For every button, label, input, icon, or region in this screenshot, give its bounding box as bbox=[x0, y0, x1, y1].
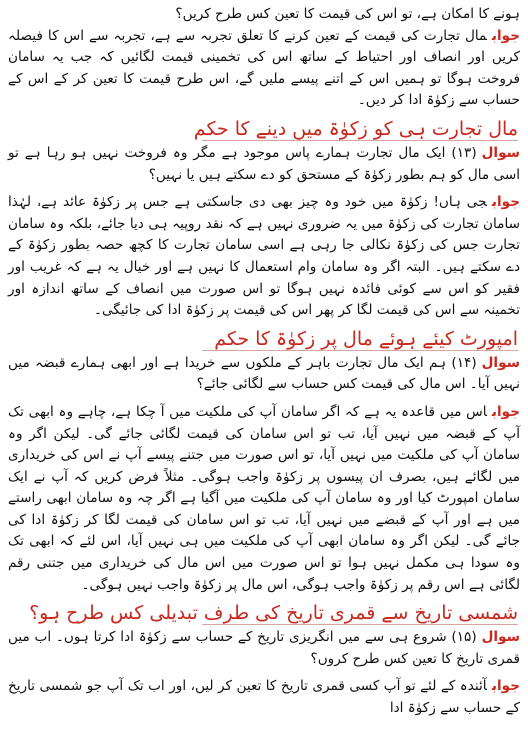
question-label: سوال bbox=[481, 354, 520, 371]
answer-label: جواب bbox=[491, 403, 520, 420]
question-text: (۱۵) شروع ہی سے میں انگریزی تاریخ کے حساب سے زکوٰۃ ادا کرتا ہوں۔ اب میں قمری تاریخ کا تعین کس طرح کروں؟ bbox=[8, 629, 520, 667]
answer-label: جواب bbox=[491, 194, 520, 211]
paragraph-text: ہونے کا امکان ہے، تو اس کی قیمت کا تعین کس طرح کریں؟ bbox=[175, 6, 520, 22]
question-label: سوال bbox=[481, 629, 520, 646]
answer-text: جی ہاں! زکوٰۃ میں خود وہ چیز بھی دی جاسکتی ہے جس پر زکوٰۃ عائد ہے، لہٰذا سامان تجارت کی زکوٰۃ میں یہ ضروری نہیں ہے کہ نقد روپیہ ہی دیا جائے، بلکہ وہ سامان تجارت جس کی زکوٰۃ نکالی جا رہی ہے اسی سامان تجارت کا کچھ حصہ بطور زکوٰۃ کے دے سکتے ہیں۔ البتہ اگر وہ سامان وام استعمال کا نہیں ہے اور خیال یہ ہے کہ غریب اور فقیر کو اس سے کوئی فائدہ نہیں ہوگا تو اس صورت میں انصاف کے ساتھ اندازہ اور تخمینہ سے اس کی قیمت لگا کر پھر اس کی قیمت پر زکوٰۃ ادا کی جائیگی۔ bbox=[8, 194, 520, 319]
answer-text: آئندہ کے لئے تو آپ کسی قمری تاریخ کا تعین کر لیں، اور اب تک آپ جو شمسی تاریخ کے حساب سے زکوٰۃ ادا bbox=[8, 678, 520, 717]
section-heading bbox=[8, 114, 520, 141]
answer-label: جواب bbox=[491, 27, 520, 44]
section-heading-text: مال تجارت ہی کو زکوٰۃ میں دینے کا حکم bbox=[193, 117, 518, 140]
section-heading bbox=[8, 598, 520, 625]
question-text: (۱۳) ایک مال تجارت ہمارے پاس موجود ہے مگر وہ فروخت نہیں ہو رہا ہے تو اسی مال کو ہم بطور زکوٰۃ کے مستحق کو دے سکتے ہیں یا نہیں؟ bbox=[8, 144, 520, 183]
section-heading bbox=[8, 324, 520, 351]
answer-text: اس میں قاعدہ یہ ہے کہ اگر سامان آپ کی ملکیت میں آ چکا ہے، چاہے وہ ابھی تک آپ کے قبضہ میں نہیں آیا، تب تو اس سامان کی قیمت لگائی جائے گی۔ لیکن اگر وہ سامان آپ کی ملکیت میں نہیں آیا، تو اس صورت میں جتنے پیسے آپ نے اس کی خریداری میں لگائے ہیں، بصرف ان پیسوں پر زکوٰۃ واجب ہوگی۔ مثلاً فرض کریں کہ آپ نے ایک سامان امپورٹ کیا اور وہ سامان آپ کی ملکیت میں آگیا ہے اگر چہ وہ سامان ابھی راستے میں ہے اور آپ کے قبضے میں نہیں آیا، تب تو اس سامان کی قیمت لگا کر زکوٰۃ ادا کی جائے گی۔ لیکن اگر وہ سامان ابھی آپ کی ملکیت میں ہی نہیں آیا، اس لئے کہ ابھی تک وہ سودا ہی مکمل نہیں ہوا تو اس صورت میں اس مال کی خریداری میں جتنی رقم لگائی ہے اس رقم پر زکوٰۃ واجب ہوگی، اس مال پر زکوٰۃ واجب نہیں ہوگی۔ bbox=[8, 403, 520, 593]
section-heading-text: شمسی تاریخ سے قمری تاریخ کی طرف تبدیلی کس طرح ہو؟ bbox=[29, 602, 518, 625]
heading-underline bbox=[202, 624, 518, 625]
question-paragraph bbox=[8, 353, 520, 396]
answer-paragraph bbox=[8, 676, 520, 719]
answer-paragraph bbox=[8, 192, 520, 322]
heading-underline bbox=[202, 140, 518, 141]
answer-paragraph bbox=[8, 402, 520, 596]
answer-paragraph bbox=[8, 26, 520, 112]
paragraph-continuation bbox=[8, 4, 520, 26]
answer-label: جواب bbox=[491, 678, 520, 695]
question-label: سوال bbox=[481, 144, 520, 161]
question-paragraph bbox=[8, 143, 520, 186]
question-paragraph bbox=[8, 627, 520, 670]
answer-text: مال تجارت کی قیمت کے تعین کرنے کا تعلق تجربہ سے ہے، تجربہ سے اس کا فیصلہ کریں اور انصاف اور احتیاط کے ساتھ اس کی تخمینی قیمت لگائیں کہ جب یہ سامان فروخت ہوگا تو ہمیں اس کے اتنے پیسے ملیں گے، اس طرح قیمت کا تعین کر کے اس کے حساب سے زکوٰۃ ادا کر دیں۔ bbox=[8, 27, 520, 109]
question-text: (۱۴) ہم ایک مال تجارت باہر کے ملکوں سے خریدا ہے اور ابھی ہمارے قبضہ میں نہیں آیا۔ اس مال کی قیمت کس حساب سے لگائی جائے؟ bbox=[8, 354, 520, 393]
section-heading-text: امپورٹ کیئے ہوئے مال پر زکوٰۃ کا حکم bbox=[214, 327, 518, 350]
